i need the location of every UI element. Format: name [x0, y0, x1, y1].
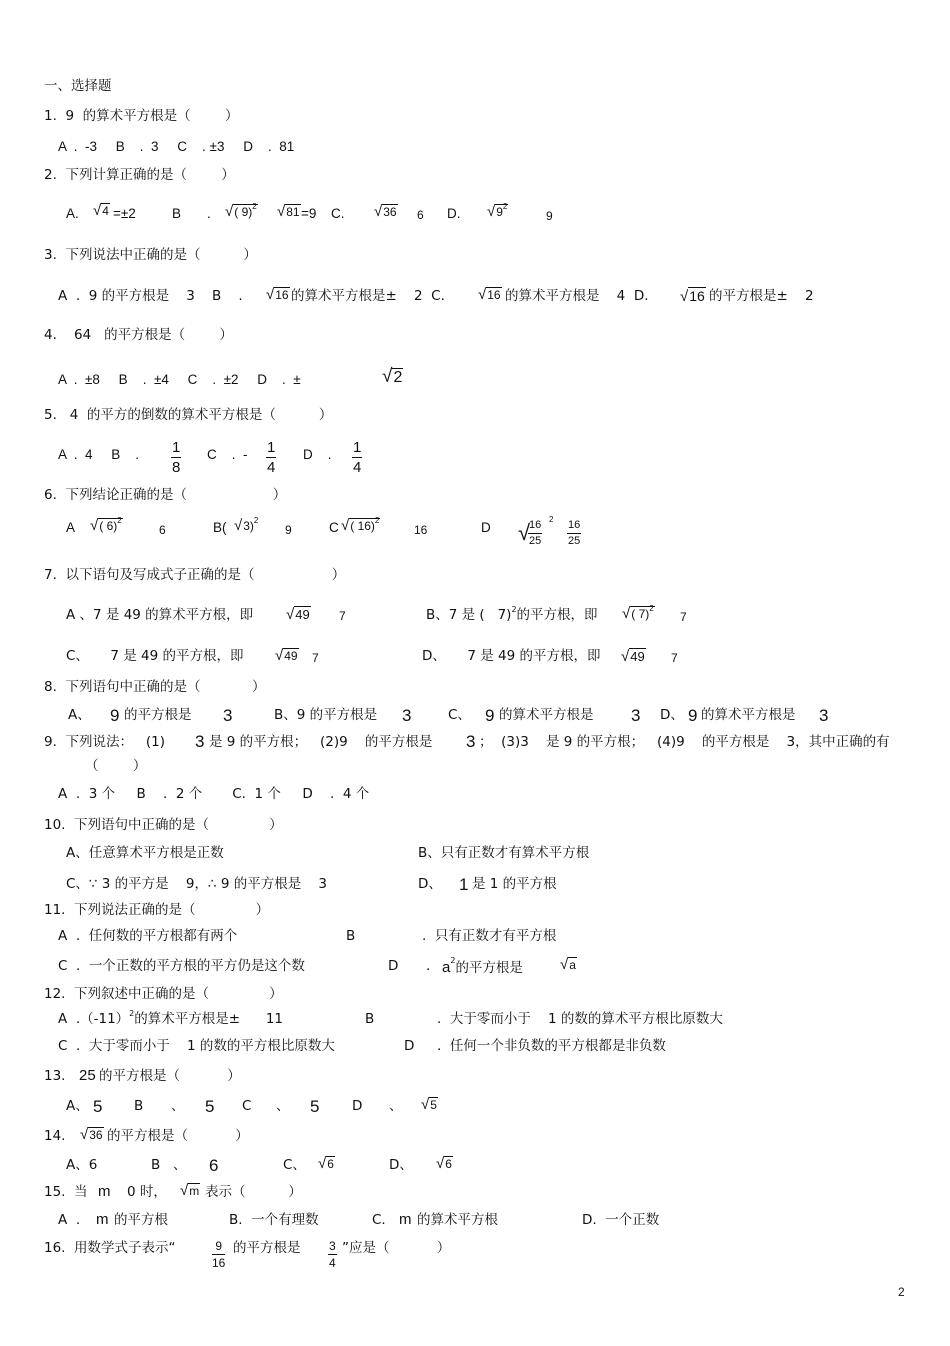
q4-options: A . ±8 B . ±4 C . ±2 D . ± [58, 372, 301, 387]
q9-stem-value2: 3 [466, 732, 476, 751]
q14-option-a: A、6 [66, 1157, 98, 1173]
q8-a-text: 的平方根是 [124, 707, 192, 723]
q3-option-b: 的算术平方根是± 2 C. [291, 288, 445, 304]
q6-a-radical: √( 6)$^2$ [90, 516, 122, 534]
q15-option-d: D. 一个正数 [582, 1212, 660, 1228]
q5-stem: 5. 4 的平方的倒数的算术平方根是（ ） [44, 407, 333, 423]
q12-d-text: . 任何一个非负数的平方根都是非负数 [437, 1038, 666, 1054]
q12-b-text: . 大于零而小于 1 的数的算术平方根比原数大 [437, 1011, 723, 1027]
q13-b-sep: 、 [171, 1098, 185, 1114]
q2-b-radical-1: √( 9)$^2$ [225, 202, 257, 220]
q9-stem-value1: 3 [195, 732, 205, 751]
q6-c-result: 16 [414, 523, 428, 537]
q1-stem: 1. 9 的算术平方根是（ ） [44, 108, 239, 124]
q7-option-c: C、 7 是 49 的平方根，即 [66, 648, 244, 664]
q6-d-label: D [481, 520, 491, 535]
q8-c-text: 的算术平方根是 [499, 707, 594, 723]
q13-c-label: C [242, 1098, 252, 1114]
q8-b-text: B、9 的平方根是 [274, 707, 378, 723]
q2-b-dot: . [207, 206, 211, 221]
q7-option-a: A 、7 是 49 的算术平方根，即 [66, 607, 254, 623]
q3-b-radical: √16 [266, 286, 289, 303]
q13-stem-number: 13. [44, 1068, 66, 1084]
q13-c-value: 5 [310, 1097, 320, 1116]
q14-stem-text: 的平方根是（ ） [107, 1128, 249, 1144]
q13-d-radical: √5 [421, 1096, 437, 1113]
q14-b-label: B [151, 1157, 161, 1173]
q15-option-b: B. 一个有理数 [229, 1212, 319, 1228]
q7-d-result: 7 [671, 651, 678, 665]
q2-a-result: =±2 [113, 206, 136, 221]
q8-c-nine: 9 [485, 706, 495, 725]
q2-a-radical: √4 [93, 202, 109, 219]
q7-option-d: D、 7 是 49 的平方根，即 [422, 648, 601, 664]
q16-stem-part3: ”应是（ ） [342, 1240, 451, 1256]
q11-option-c: C . 一个正数的平方根的平方仍是这个数 [58, 958, 305, 974]
q5-option-c: C . - [207, 447, 248, 462]
q10-d-text: 是 1 的平方根 [472, 876, 557, 892]
q14-stem-radical: √36 [80, 1126, 103, 1143]
q12-option-a: A $.(-11)^2$的算术平方根是± 11 [58, 1009, 284, 1027]
q2-stem: 2. 下列计算正确的是（ ） [44, 167, 235, 183]
q6-a-label: A [66, 520, 76, 535]
q11-d-label: D [388, 958, 399, 974]
q8-d-label: D、 [660, 707, 684, 723]
q13-b-value: 5 [205, 1097, 215, 1116]
q16-fraction-1: $\frac{9}{16}$ [212, 1239, 226, 1270]
q2-d-label: D. [447, 206, 461, 221]
q7-c-result: 7 [312, 651, 319, 665]
q11-d-expr: $a^2$的平方根是 [442, 956, 523, 976]
q7-d-radical: √49 [621, 648, 645, 665]
q13-d-label: D [352, 1098, 363, 1114]
q10-option-a: A、任意算术平方根是正数 [66, 845, 224, 861]
q2-c-radical: √36 [374, 203, 397, 220]
q14-stem-number: 14. [44, 1128, 66, 1144]
q16-fraction-2: $\frac{3}{4}$ [329, 1239, 336, 1270]
q6-d-radical-sign: √ [518, 520, 531, 545]
q2-b-radical-2: √81 [277, 203, 300, 220]
q15-stem-radical: √m [180, 1182, 200, 1199]
q5-option-a-b: A . 4 B . [58, 447, 140, 462]
q2-c-label: C. [331, 206, 345, 221]
q15-a-m: m [96, 1211, 109, 1228]
q5-c-fraction: $\frac{1}{4}$ [267, 439, 276, 476]
q2-b-label: B [172, 206, 182, 221]
q15-stem-part1: 15. 当 [44, 1184, 88, 1200]
q12-stem: 12. 下列叙述中正确的是（ ） [44, 986, 283, 1002]
q11-b-text: . 只有正数才有平方根 [422, 928, 557, 944]
q9-stem-tail: （ ） [85, 758, 147, 774]
q13-a-label: A、 [66, 1098, 89, 1114]
q8-d-text: 的算术平方根是 [701, 707, 796, 723]
q11-stem: 11. 下列说法正确的是（ ） [44, 902, 270, 918]
q6-b-label: B( [213, 520, 227, 535]
q6-c-radical: √( 16)$^2$ [341, 516, 380, 534]
q15-stem-m: m [98, 1183, 111, 1200]
q13-stem-value: 25 [79, 1067, 96, 1084]
q16-stem-part1: 16. 用数学式子表示“ [44, 1240, 176, 1256]
section-title: 一、选择题 [44, 78, 112, 94]
q6-a-result: 6 [159, 523, 166, 537]
q14-d-radical: √6 [436, 1155, 452, 1172]
q11-option-a: A . 任何数的平方根都有两个 [58, 928, 238, 944]
q11-b-label: B [346, 928, 356, 944]
q13-c-sep: 、 [276, 1098, 290, 1114]
q2-d-result: 9 [546, 209, 553, 223]
q14-c-label: C、 [283, 1157, 306, 1173]
q2-d-radical: $√9^2$ [487, 202, 508, 220]
q14-b-sep: 、 [173, 1157, 187, 1173]
q15-stem-part3: 表示（ ） [205, 1184, 302, 1200]
q7-c-radical: √49 [275, 647, 298, 664]
q8-a-nine: 9 [110, 706, 120, 725]
q3-option-c: 的算术平方根是 4 D. [505, 288, 649, 304]
q15-c-label: C. [372, 1212, 386, 1228]
q5-b-fraction: $\frac{1}{8}$ [172, 439, 181, 476]
q8-b-value: 3 [402, 706, 412, 725]
q8-a-value: 3 [223, 706, 233, 725]
q9-stem-part1: 9. 下列说法： (1) [44, 734, 165, 750]
page-number: 2 [898, 1285, 905, 1299]
q8-stem: 8. 下列语句中正确的是（ ） [44, 679, 266, 695]
q7-a-result: 7 [339, 609, 346, 623]
q10-option-b: B、只有正数才有算术平方根 [418, 845, 590, 861]
q6-d-exponent: 2 [549, 515, 554, 524]
q5-d-fraction: $\frac{1}{4}$ [353, 439, 362, 476]
q3-option-a: A . 9 的平方根是 3 B . [58, 288, 243, 304]
q10-d-value: 1 [459, 875, 469, 894]
q2-b-result: =9 [301, 206, 317, 221]
q8-a-label: A、 [68, 707, 91, 723]
q12-option-c: C . 大于零而小于 1 的数的平方根比原数大 [58, 1038, 335, 1054]
q10-stem: 10. 下列语句中正确的是（ ） [44, 817, 283, 833]
q3-stem: 3. 下列说法中正确的是（ ） [44, 247, 257, 263]
q13-stem-text: 的平方根是（ ） [99, 1068, 241, 1084]
q8-d-nine: 9 [688, 706, 698, 725]
q15-c-m: m [399, 1211, 412, 1228]
q3-d-radical: √16 [680, 288, 705, 305]
q11-d-radical: √a [560, 956, 576, 973]
q13-a-value: 5 [93, 1097, 103, 1116]
q6-d-fraction-left: $\frac{16}{25}$ [529, 519, 542, 547]
q6-c-label: C [329, 520, 339, 535]
q2-a-label: A. [66, 206, 79, 221]
q10-option-c: C、∵ 3 的平方是 9，∴ 9 的平方根是 3 [66, 876, 327, 892]
q16-stem-part2: 的平方根是 [233, 1240, 301, 1256]
q10-d-label: D、 [418, 876, 442, 892]
q11-d-dot: . [426, 958, 431, 974]
q6-d-fraction-right: $\frac{16}{25}$ [568, 519, 581, 547]
q6-b-result: 9 [285, 523, 292, 537]
q8-c-label: C、 [448, 707, 471, 723]
q14-c-radical: √6 [318, 1155, 334, 1172]
q3-option-d: 的平方根是± 2 [709, 288, 814, 304]
q14-b-value: 6 [209, 1156, 219, 1175]
q1-options: A . -3 B . 3 C . ±3 D . 81 [58, 139, 295, 154]
q6-stem: 6. 下列结论正确的是（ ） [44, 487, 287, 503]
q7-a-radical: √49 [286, 606, 310, 623]
q7-b-radical: √( 7)$^2$ [622, 604, 654, 622]
q6-b-radical: √3)$^2$ [234, 516, 259, 534]
q15-stem-part2: 0 时， [127, 1184, 167, 1200]
q13-b-label: B [134, 1098, 144, 1114]
q7-stem: 7. 以下语句及写成式子正确的是（ ） [44, 567, 346, 583]
q13-d-sep: 、 [389, 1098, 403, 1114]
q9-stem-part3: ； (3)3 是 9 的平方根； (4)9 的平方根是 3，其中正确的有 [479, 734, 890, 750]
q9-stem-part2: 是 9 的平方根； (2)9 的平方根是 [209, 734, 433, 750]
q12-d-label: D [404, 1038, 415, 1054]
q3-c-radical: √16 [478, 286, 501, 303]
q15-a-text: 的平方根 [114, 1212, 168, 1228]
q8-d-value: 3 [819, 706, 829, 725]
q2-c-result: 6 [417, 208, 424, 222]
q7-option-b: B、7 是 ( 7)$^2$的平方根，即 [426, 605, 598, 623]
q14-d-label: D、 [389, 1157, 413, 1173]
q4-stem: 4. 64 的平方根是（ ） [44, 327, 233, 343]
q9-options: A . 3 个 B . 2 个 C. 1 个 D . 4 个 [58, 786, 370, 802]
q15-a-label: A . [58, 1212, 81, 1228]
q5-option-d: D . [303, 447, 332, 462]
q15-c-text: 的算术平方根 [417, 1212, 498, 1228]
q8-c-value: 3 [631, 706, 641, 725]
q4-d-radical: √2 [382, 366, 403, 387]
q7-b-result: 7 [680, 610, 687, 624]
q12-b-label: B [365, 1011, 375, 1027]
